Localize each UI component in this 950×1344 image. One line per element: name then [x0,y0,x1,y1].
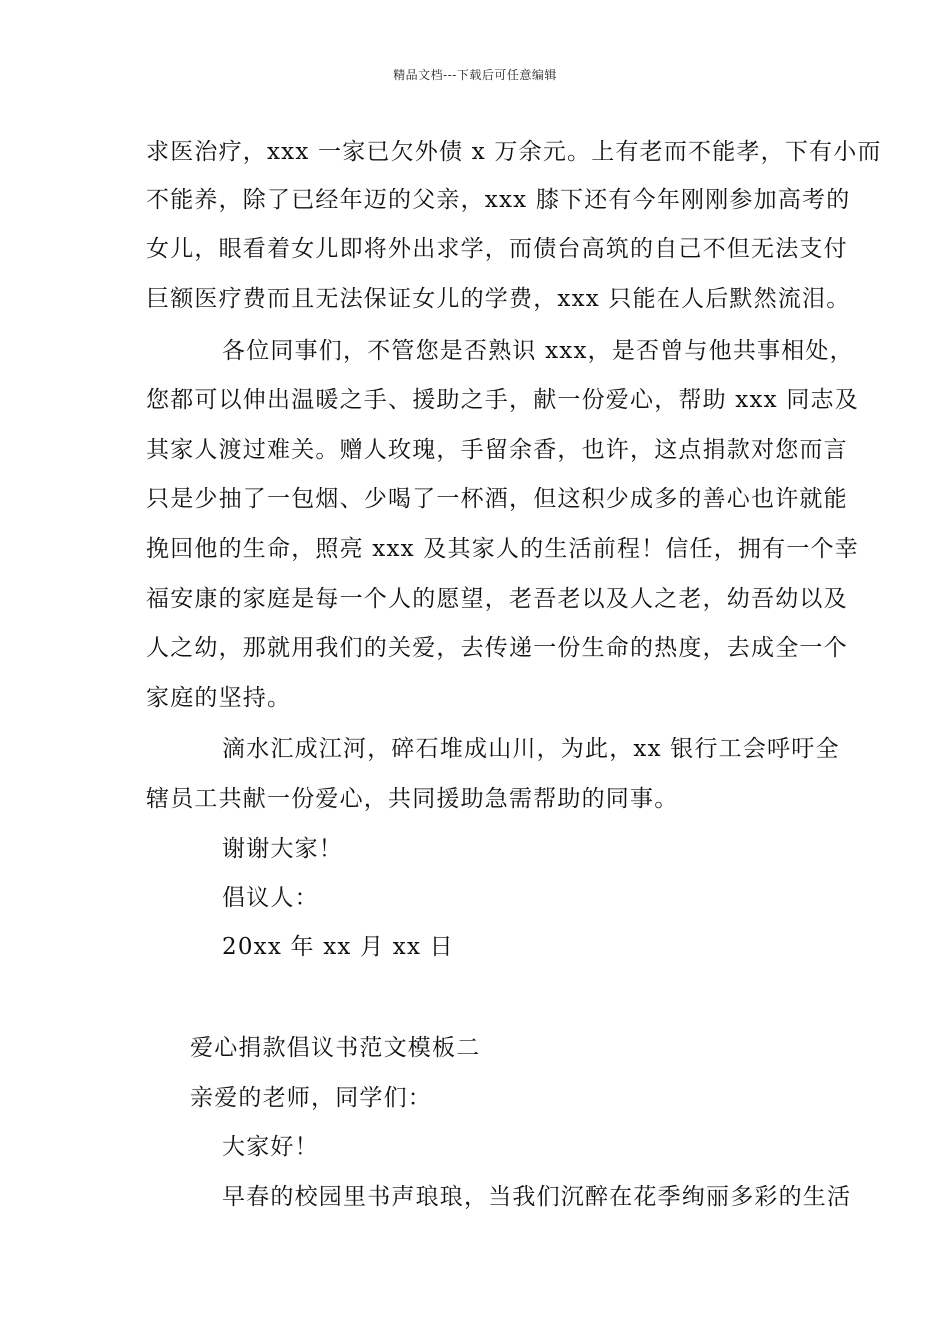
paragraph2-line-5: 挽回他的生命，照亮 xxx 及其家人的生活前程！信任，拥有一个幸 [146,536,859,562]
paragraph2-line-1: 各位同事们，不管您是否熟识 xxx，是否曾与他共事相处， [222,338,854,364]
paragraph1-line-1: 求医治疗，xxx 一家已欠外债 x 万余元。上有老而不能孝，下有小而 [146,139,882,165]
page-header: 精品文档---下载后可任意编辑 [393,68,557,82]
paragraph2-line-7: 人之幼，那就用我们的关爱，去传递一份生命的热度，去成全一个 [146,635,848,661]
section2-title: 爱心捐款倡议书范文模板二 [190,1035,481,1061]
paragraph2-line-8: 家庭的坚持。 [146,685,292,711]
paragraph1-line-4: 巨额医疗费而且无法保证女儿的学费，xxx 只能在人后默然流泪。 [146,286,851,312]
section2-greeting: 大家好！ [222,1134,319,1160]
paragraph1-line-2: 不能养，除了已经年迈的父亲，xxx 膝下还有今年刚刚参加高考的 [146,187,851,213]
section2-first-line: 早春的校园里书声琅琅，当我们沉醉在花季绚丽多彩的生活 [222,1184,852,1210]
section2-salutation: 亲爱的老师，同学们： [190,1085,432,1111]
paragraph2-line-6: 福安康的家庭是每一个人的愿望，老吾老以及人之老，幼吾幼以及 [146,586,848,612]
paragraph3-line-2: 辖员工共献一份爱心，共同援助急需帮助的同事。 [146,786,679,812]
date-line: 20xx 年 xx 月 xx 日 [222,934,454,960]
thanks-line: 谢谢大家！ [222,836,343,862]
initiator-line: 倡议人： [222,885,319,911]
paragraph2-line-2: 您都可以伸出温暖之手、援助之手，献一份爱心，帮助 xxx 同志及 [146,387,859,413]
paragraph2-line-3: 其家人渡过难关。赠人玫瑰，手留余香，也许，这点捐款对您而言 [146,437,848,463]
paragraph3-line-1: 滴水汇成江河，碎石堆成山川，为此，xx 银行工会呼吁全 [222,736,840,762]
paragraph1-line-3: 女儿，眼看着女儿即将外出求学，而债台高筑的自己不但无法支付 [146,236,848,262]
paragraph2-line-4: 只是少抽了一包烟、少喝了一杯酒，但这积少成多的善心也许就能 [146,486,848,512]
